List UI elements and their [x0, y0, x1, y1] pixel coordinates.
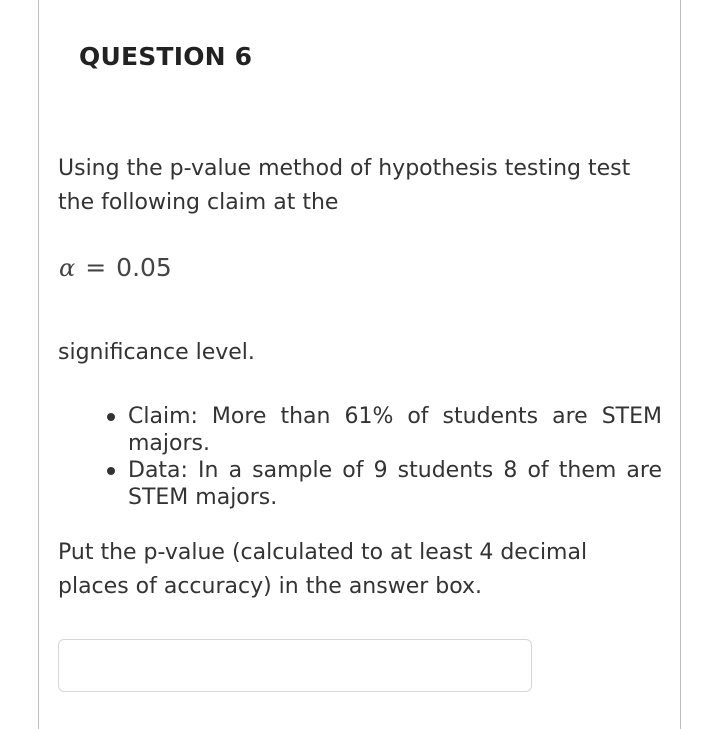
bullet-dot-icon: [107, 467, 115, 475]
alpha-value: 0.05: [116, 253, 172, 282]
claim-data-list: [128, 403, 662, 511]
claim-text: Claim: More than 61% of students are STEM majors.: [128, 404, 662, 456]
data-text: Data: In a sample of 9 students 8 of them are STEM majors.: [128, 458, 662, 510]
answer-input[interactable]: [58, 639, 532, 692]
data-bullet: [128, 457, 662, 511]
bullet-dot-icon: [107, 413, 115, 421]
question-title: QUESTION 6: [79, 42, 253, 71]
answer-instruction: Put the p-value (calculated to at least 4 decimal places of accuracy) in the answer box.: [58, 540, 588, 599]
alpha-equals: =: [85, 253, 107, 282]
alpha-symbol: α: [59, 254, 76, 282]
question-intro-text: Using the p-value method of hypothesis testing test the following claim at the: [58, 156, 631, 215]
claim-bullet: [128, 403, 662, 457]
alpha-expression: [59, 253, 172, 282]
significance-text: significance level.: [58, 340, 255, 365]
